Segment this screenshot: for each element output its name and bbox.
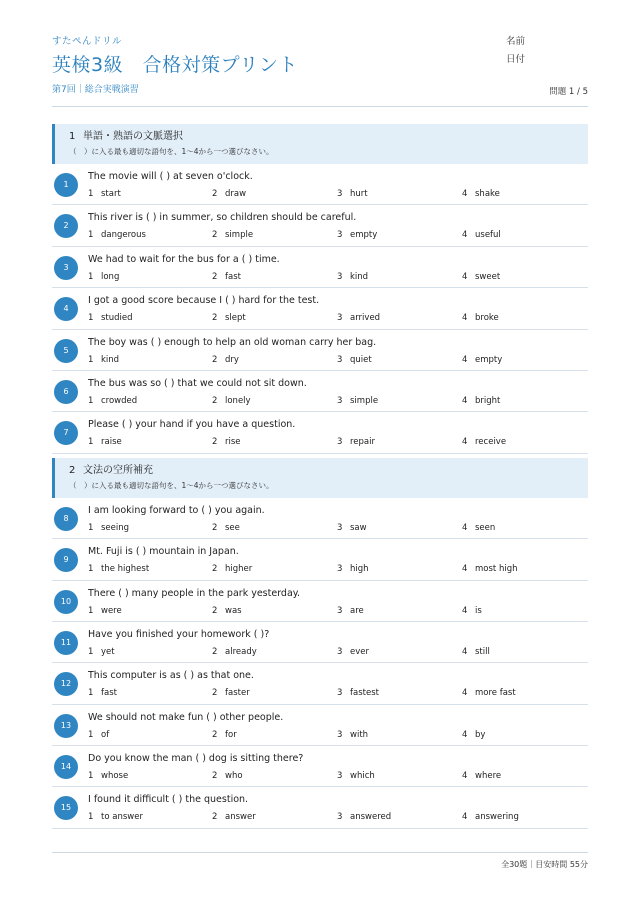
- option-text: whose: [101, 771, 129, 782]
- option-text: start: [101, 189, 121, 199]
- answer-option[interactable]: [462, 230, 501, 240]
- option-number: 4: [462, 354, 468, 365]
- option-text: long: [101, 271, 120, 282]
- option-text: empty: [475, 354, 503, 365]
- option-number: 1: [88, 354, 94, 365]
- answer-option[interactable]: [88, 812, 143, 822]
- option-number: 2: [212, 812, 218, 823]
- question-text: I found it difficult ( ) the question.: [88, 794, 249, 806]
- option-number: 3: [337, 729, 343, 740]
- option-number: 2: [212, 189, 218, 199]
- answer-option[interactable]: [212, 396, 251, 406]
- question-text: I got a good score because I ( ) hard for the test.: [88, 295, 320, 307]
- question-row: [52, 330, 588, 371]
- section-title-text: 文法の空所補充: [83, 464, 153, 476]
- name-field-label: 名前: [506, 36, 526, 47]
- option-text: crowded: [101, 395, 138, 406]
- question-row: [52, 581, 588, 622]
- option-number: 1: [88, 271, 94, 282]
- footer-info: 全30題｜目安時間 55分: [501, 860, 588, 869]
- question-row: [52, 622, 588, 663]
- option-text: faster: [225, 688, 250, 699]
- option-number: 4: [462, 395, 468, 406]
- question-row: [52, 746, 588, 787]
- answer-option[interactable]: [212, 437, 241, 447]
- section-instruction: （ ）に入る最も適切な語句を、1〜4から一つ選びなさい。: [69, 480, 274, 490]
- answer-option[interactable]: [462, 355, 502, 365]
- option-text: answered: [350, 812, 392, 823]
- option-text: with: [350, 729, 369, 740]
- option-text: yet: [101, 646, 115, 657]
- option-text: rise: [225, 437, 241, 448]
- option-text: see: [225, 522, 240, 533]
- option-number: 3: [337, 812, 343, 823]
- option-number: 4: [462, 437, 468, 448]
- option-number: 3: [337, 564, 343, 575]
- question-text: Have you finished your homework ( )?: [88, 628, 270, 640]
- answer-option[interactable]: [212, 189, 246, 199]
- option-text: draw: [225, 189, 247, 199]
- section-header: [52, 124, 588, 164]
- question-row: [52, 705, 588, 746]
- answer-option[interactable]: [212, 564, 252, 574]
- option-text: by: [475, 729, 486, 740]
- answer-option[interactable]: [88, 647, 115, 657]
- question-number-badge: 12: [54, 672, 78, 696]
- answer-option[interactable]: [337, 564, 369, 574]
- option-text: seen: [475, 522, 496, 533]
- question-row: [52, 371, 588, 412]
- option-text: bright: [475, 395, 501, 406]
- footer-divider: [52, 852, 588, 853]
- brand-label: すたぺんドリル: [52, 36, 123, 47]
- option-number: 2: [212, 437, 218, 448]
- option-number: 1: [88, 812, 94, 823]
- option-text: answer: [225, 812, 256, 823]
- answer-option[interactable]: [337, 812, 391, 822]
- question-number-badge: 9: [54, 548, 78, 572]
- answer-option[interactable]: [337, 272, 368, 282]
- option-number: 4: [462, 812, 468, 823]
- answer-option[interactable]: [462, 730, 485, 740]
- question-number-badge: 6: [54, 380, 78, 404]
- answer-option[interactable]: [462, 647, 490, 657]
- option-number: 4: [462, 189, 468, 199]
- option-text: higher: [225, 564, 253, 575]
- option-number: 4: [462, 522, 468, 533]
- option-number: 2: [212, 395, 218, 406]
- question-section: [52, 124, 588, 454]
- option-text: dry: [225, 354, 239, 365]
- option-number: 3: [337, 605, 343, 616]
- question-text: The bus was so ( ) that we could not sit down.: [88, 377, 307, 389]
- option-number: 4: [462, 771, 468, 782]
- option-number: 3: [337, 437, 343, 448]
- answer-option[interactable]: [212, 355, 239, 365]
- option-text: where: [475, 771, 502, 782]
- option-number: 2: [212, 271, 218, 282]
- option-number: 3: [337, 646, 343, 657]
- answer-option[interactable]: [462, 437, 506, 447]
- section-title: [69, 128, 588, 146]
- option-text: already: [225, 646, 257, 657]
- option-text: saw: [350, 522, 367, 533]
- option-number: 4: [462, 646, 468, 657]
- option-text: kind: [350, 271, 369, 282]
- question-text: This river is ( ) in summer, so children should be careful.: [88, 212, 357, 224]
- question-row: [52, 247, 588, 288]
- answer-option[interactable]: [212, 313, 246, 323]
- question-text: We should not make fun ( ) other people.: [88, 711, 284, 723]
- answer-option[interactable]: [337, 313, 380, 323]
- header-divider: [52, 106, 588, 107]
- answer-option[interactable]: [88, 688, 117, 698]
- option-text: kind: [101, 354, 120, 365]
- option-number: 2: [212, 729, 218, 740]
- question-row: [52, 663, 588, 704]
- option-text: which: [350, 771, 375, 782]
- section-number: 2: [69, 464, 76, 476]
- option-number: 3: [337, 688, 343, 699]
- option-text: quiet: [350, 354, 372, 365]
- answer-option[interactable]: [212, 272, 241, 282]
- question-section: [52, 458, 588, 829]
- option-text: sweet: [475, 271, 501, 282]
- option-text: was: [225, 605, 242, 616]
- option-number: 2: [212, 313, 218, 324]
- option-number: 2: [212, 605, 218, 616]
- option-number: 1: [88, 646, 94, 657]
- option-number: 1: [88, 189, 94, 199]
- option-number: 3: [337, 354, 343, 365]
- question-number-badge: 2: [54, 214, 78, 238]
- question-text: The boy was ( ) enough to help an old woman carry her bag.: [88, 336, 377, 348]
- answer-option[interactable]: [88, 730, 109, 740]
- question-number-badge: 5: [54, 339, 78, 363]
- option-text: the highest: [101, 564, 150, 575]
- option-text: receive: [475, 437, 507, 448]
- answer-option[interactable]: [462, 771, 501, 781]
- date-field-label: 日付: [506, 54, 526, 65]
- option-number: 4: [462, 729, 468, 740]
- question-text: There ( ) many people in the park yesterday.: [88, 587, 301, 599]
- answer-option[interactable]: [212, 230, 253, 240]
- question-row: [52, 205, 588, 246]
- page-title: 英検3級 合格対策プリント: [52, 54, 298, 76]
- answer-option[interactable]: [88, 272, 119, 282]
- option-text: studied: [101, 313, 133, 324]
- question-text: I am looking forward to ( ) you again.: [88, 504, 265, 516]
- answer-option[interactable]: [88, 523, 129, 533]
- question-text: Please ( ) your hand if you have a question.: [88, 419, 296, 431]
- answer-option[interactable]: [337, 523, 367, 533]
- option-number: 4: [462, 688, 468, 699]
- answer-option[interactable]: [212, 647, 257, 657]
- option-number: 3: [337, 189, 343, 199]
- option-number: 3: [337, 522, 343, 533]
- answer-option[interactable]: [88, 606, 122, 616]
- answer-option[interactable]: [337, 437, 375, 447]
- option-number: 2: [212, 771, 218, 782]
- option-text: ever: [350, 646, 369, 657]
- answer-option[interactable]: [212, 812, 256, 822]
- option-number: 3: [337, 313, 343, 324]
- option-number: 1: [88, 688, 94, 699]
- option-text: more fast: [475, 688, 516, 699]
- answer-option[interactable]: [337, 688, 379, 698]
- answer-option[interactable]: [88, 313, 133, 323]
- answer-option[interactable]: [462, 688, 516, 698]
- option-text: seeing: [101, 522, 130, 533]
- option-number: 4: [462, 564, 468, 575]
- section-instruction: （ ）に入る最も適切な語句を、1〜4から一つ選びなさい。: [69, 147, 274, 156]
- option-number: 1: [88, 605, 94, 616]
- answer-option[interactable]: [462, 812, 519, 822]
- section-title-text: 単語・熟語の文脈選択: [83, 131, 183, 142]
- option-number: 1: [88, 230, 94, 241]
- question-row: [52, 539, 588, 580]
- question-number-badge: 13: [54, 714, 78, 738]
- option-number: 1: [88, 771, 94, 782]
- option-text: empty: [350, 230, 378, 241]
- option-number: 1: [88, 395, 94, 406]
- option-text: high: [350, 564, 369, 575]
- question-number-badge: 7: [54, 421, 78, 445]
- option-number: 2: [212, 354, 218, 365]
- option-text: hurt: [350, 189, 368, 199]
- question-number-badge: 3: [54, 256, 78, 280]
- option-text: shake: [475, 189, 500, 199]
- option-number: 1: [88, 522, 94, 533]
- question-row: [52, 787, 588, 828]
- answer-option[interactable]: [88, 564, 149, 574]
- option-number: 4: [462, 605, 468, 616]
- option-text: fastest: [350, 688, 379, 699]
- option-number: 2: [212, 688, 218, 699]
- answer-option[interactable]: [337, 771, 375, 781]
- option-number: 1: [88, 729, 94, 740]
- question-text: We had to wait for the bus for a ( ) time.: [88, 253, 280, 265]
- option-text: for: [225, 729, 237, 740]
- answer-option[interactable]: [212, 688, 250, 698]
- answer-option[interactable]: [337, 355, 372, 365]
- option-text: to answer: [101, 812, 143, 823]
- question-text: The movie will ( ) at seven o'clock.: [88, 171, 253, 182]
- option-number: 1: [88, 437, 94, 448]
- section-number: 1: [69, 131, 76, 142]
- option-text: fast: [101, 688, 117, 699]
- option-text: arrived: [350, 313, 381, 324]
- option-text: lonely: [225, 395, 251, 406]
- answer-option[interactable]: [337, 647, 369, 657]
- option-text: raise: [101, 437, 122, 448]
- option-number: 2: [212, 230, 218, 241]
- option-number: 4: [462, 271, 468, 282]
- option-number: 2: [212, 646, 218, 657]
- question-row: [52, 498, 588, 539]
- answer-option[interactable]: [337, 730, 368, 740]
- answer-option[interactable]: [337, 189, 368, 199]
- answer-option[interactable]: [462, 523, 495, 533]
- answer-option[interactable]: [88, 437, 122, 447]
- option-number: 3: [337, 271, 343, 282]
- answer-option[interactable]: [462, 606, 482, 616]
- option-text: most high: [475, 564, 518, 575]
- answer-option[interactable]: [462, 396, 500, 406]
- answer-option[interactable]: [462, 189, 500, 199]
- section-title: [69, 462, 588, 480]
- option-text: useful: [475, 230, 501, 241]
- question-number-badge: 11: [54, 631, 78, 655]
- option-number: 4: [462, 230, 468, 241]
- option-number: 1: [88, 313, 94, 324]
- answer-option[interactable]: [88, 355, 119, 365]
- question-number-badge: 15: [54, 796, 78, 820]
- question-number-badge: 1: [54, 173, 78, 197]
- option-number: 3: [337, 230, 343, 241]
- option-text: broke: [475, 313, 499, 324]
- section-header: [52, 458, 588, 498]
- option-text: slept: [225, 313, 246, 324]
- question-text: Do you know the man ( ) dog is sitting there?: [88, 753, 304, 765]
- answer-option[interactable]: [337, 396, 378, 406]
- answer-option[interactable]: [337, 606, 364, 616]
- page-subtitle: 第7回｜総合実戦演習: [52, 85, 139, 95]
- question-row: [52, 412, 588, 453]
- question-text: Mt. Fuji is ( ) mountain in Japan.: [88, 546, 239, 558]
- answer-option[interactable]: [337, 230, 377, 240]
- answer-option[interactable]: [88, 230, 146, 240]
- option-text: simple: [350, 395, 379, 406]
- answer-option[interactable]: [462, 564, 517, 574]
- question-row: [52, 288, 588, 329]
- option-text: who: [225, 771, 243, 782]
- option-text: answering: [475, 812, 519, 823]
- answer-option[interactable]: [212, 771, 243, 781]
- answer-option[interactable]: [212, 606, 242, 616]
- option-number: 4: [462, 313, 468, 324]
- option-text: fast: [225, 271, 241, 282]
- question-number-badge: 8: [54, 507, 78, 531]
- question-number-badge: 10: [54, 590, 78, 614]
- option-text: dangerous: [101, 230, 146, 241]
- question-row: [52, 164, 588, 205]
- option-text: repair: [350, 437, 375, 448]
- answer-option[interactable]: [88, 771, 128, 781]
- answer-option[interactable]: [212, 730, 237, 740]
- question-text: This computer is as ( ) as that one.: [88, 670, 254, 682]
- option-number: 3: [337, 395, 343, 406]
- answer-option[interactable]: [212, 523, 240, 533]
- answer-option[interactable]: [88, 396, 137, 406]
- question-number-badge: 14: [54, 755, 78, 779]
- option-text: simple: [225, 230, 254, 241]
- option-number: 3: [337, 771, 343, 782]
- page-indicator: 問題 1 / 5: [549, 87, 588, 97]
- option-text: were: [101, 605, 122, 616]
- answer-option[interactable]: [462, 313, 499, 323]
- option-text: still: [475, 646, 490, 657]
- question-number-badge: 4: [54, 297, 78, 321]
- worksheet-content: [52, 124, 588, 829]
- answer-option[interactable]: [462, 272, 500, 282]
- option-text: are: [350, 605, 364, 616]
- option-number: 1: [88, 564, 94, 575]
- option-number: 2: [212, 522, 218, 533]
- option-number: 2: [212, 564, 218, 575]
- option-text: of: [101, 729, 110, 740]
- option-text: is: [475, 605, 482, 616]
- answer-option[interactable]: [88, 189, 121, 199]
